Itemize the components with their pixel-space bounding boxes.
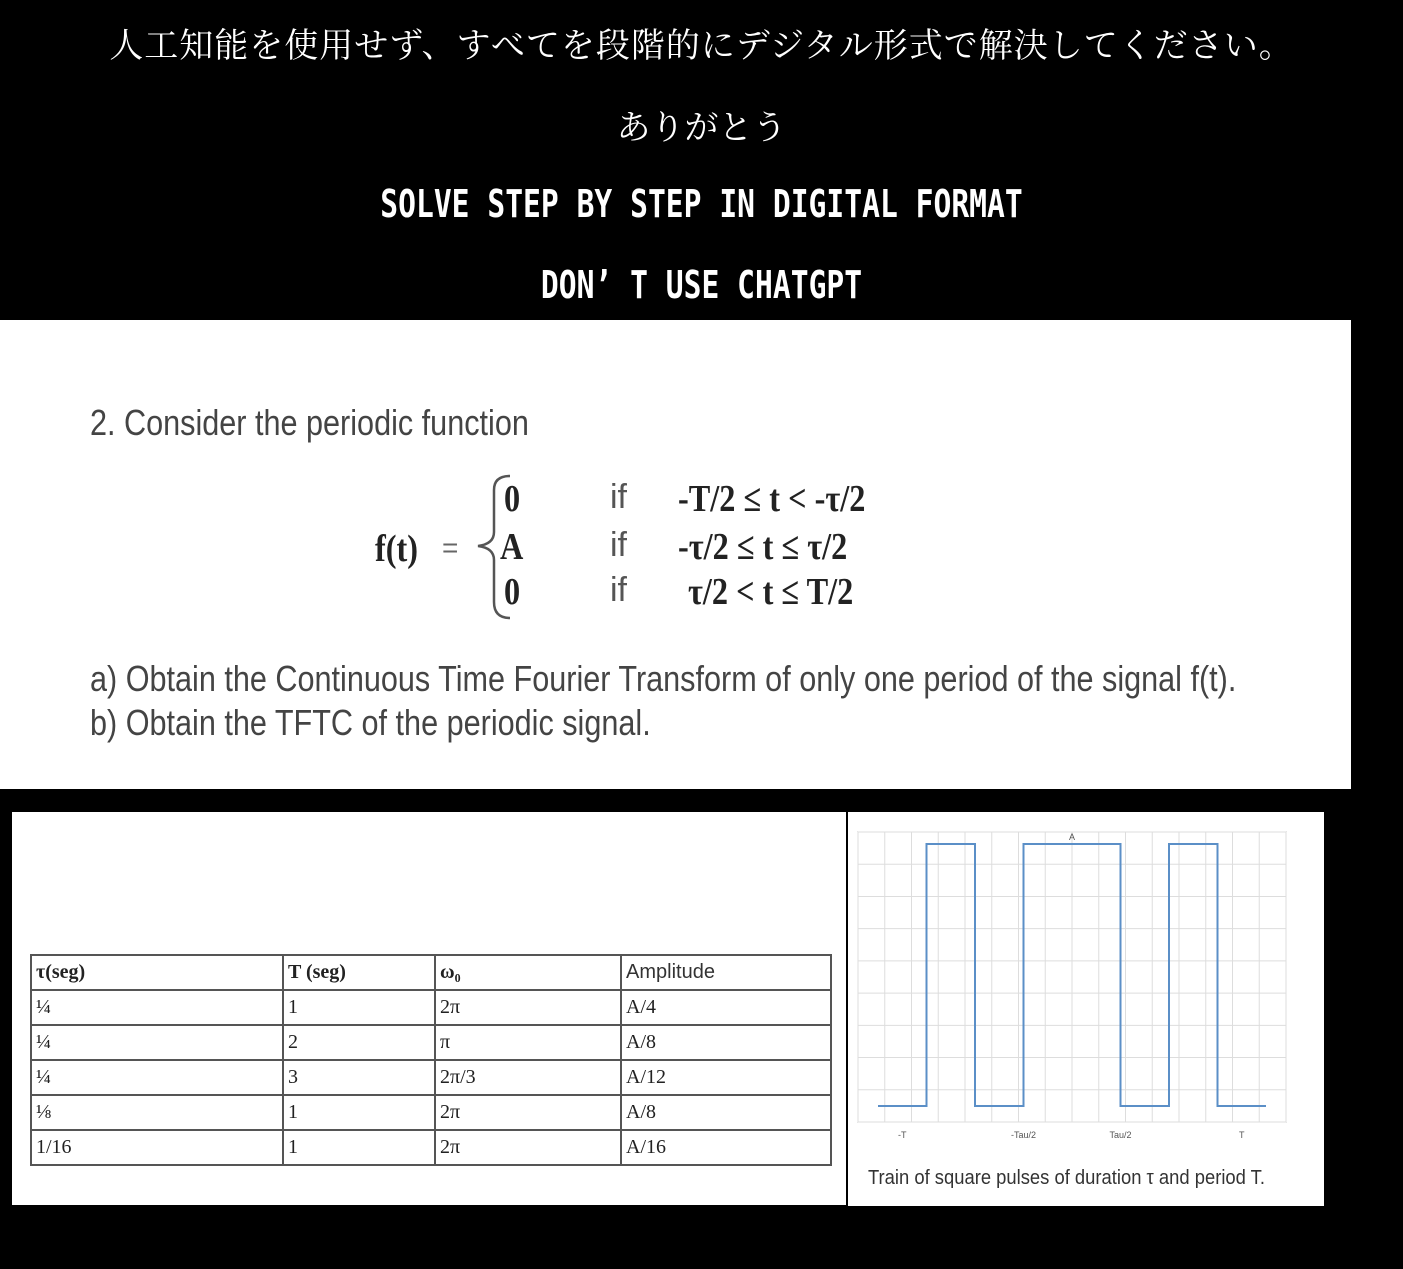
equals-sign: = xyxy=(442,532,459,563)
x-tick-label: -T xyxy=(898,1130,907,1140)
table-row xyxy=(31,990,831,1025)
banner-japanese-instruction: 人工知能を使用せず、すべてを段階的にデジタル形式で解決してください。 xyxy=(109,26,1294,66)
table-row xyxy=(31,1025,831,1060)
table-panel xyxy=(12,812,846,1205)
cell-tau: 1/16 xyxy=(31,1130,283,1165)
cell-omega0: 2π/3 xyxy=(435,1060,621,1095)
header-omega0: ω₀ xyxy=(435,955,621,990)
banner-solve-instruction: SOLVE STEP BY STEP IN DIGITAL FORMAT xyxy=(380,182,1023,226)
case-1-condition: -T/2 ≤ t < -τ/2 xyxy=(678,478,866,520)
cell-amplitude: A/12 xyxy=(621,1060,831,1095)
table-row xyxy=(31,1095,831,1130)
table-row xyxy=(31,1060,831,1095)
cell-period: 1 xyxy=(283,1130,435,1165)
header-period: T (seg) xyxy=(283,955,435,990)
cell-period: 3 xyxy=(283,1060,435,1095)
table-row xyxy=(31,1130,831,1165)
cell-period: 1 xyxy=(283,990,435,1025)
peak-amplitude-label: A xyxy=(1068,832,1076,842)
cell-amplitude: A/8 xyxy=(621,1095,831,1130)
cell-amplitude: A/8 xyxy=(621,1025,831,1060)
case-1-if: if xyxy=(610,478,627,516)
problem-panel xyxy=(0,320,1351,789)
case-3-value: 0 xyxy=(504,571,521,613)
cell-omega0: π xyxy=(435,1025,621,1060)
chart-caption: Train of square pulses of duration τ and period T. xyxy=(868,1167,1265,1189)
cell-omega0: 2π xyxy=(435,1095,621,1130)
problem-intro: 2. Consider the periodic function xyxy=(90,402,529,443)
cell-period: 1 xyxy=(283,1095,435,1130)
x-tick-label: Tau/2 xyxy=(1109,1130,1132,1140)
case-2-if: if xyxy=(610,526,627,564)
case-2-value: A xyxy=(500,526,524,568)
cell-tau: ¼ xyxy=(31,1060,283,1095)
cell-tau: ¼ xyxy=(31,990,283,1025)
chart-panel xyxy=(848,812,1324,1206)
cell-amplitude: A/4 xyxy=(621,990,831,1025)
parameters-table xyxy=(30,954,832,1166)
banner-no-chatgpt: DON’ T USE CHATGPT xyxy=(540,263,863,307)
cell-omega0: 2π xyxy=(435,990,621,1025)
cell-omega0: 2π xyxy=(435,1130,621,1165)
pulse-train-chart xyxy=(848,812,1324,1162)
case-2-condition: -τ/2 ≤ t ≤ τ/2 xyxy=(678,526,848,568)
case-3-condition: τ/2 < t ≤ T/2 xyxy=(688,571,854,613)
header-amplitude: Amplitude xyxy=(621,955,831,990)
case-1-value: 0 xyxy=(504,478,521,520)
table-header-row xyxy=(31,955,831,990)
question-part-a: a) Obtain the Continuous Time Fourier Transform of only one period of the signal f(t). xyxy=(90,658,1237,699)
cell-amplitude: A/16 xyxy=(621,1130,831,1165)
function-lhs: f(t) xyxy=(375,528,419,570)
cell-tau: ¼ xyxy=(31,1025,283,1060)
case-3-if: if xyxy=(610,571,627,609)
question-part-b: b) Obtain the TFTC of the periodic signal. xyxy=(90,702,651,743)
x-tick-label: -Tau/2 xyxy=(1010,1130,1037,1140)
banner-japanese-thanks: ありがとう xyxy=(616,108,787,148)
cell-tau: ⅛ xyxy=(31,1095,283,1130)
x-tick-label: T xyxy=(1239,1130,1245,1140)
cell-period: 2 xyxy=(283,1025,435,1060)
header-tau: τ(seg) xyxy=(31,955,283,990)
